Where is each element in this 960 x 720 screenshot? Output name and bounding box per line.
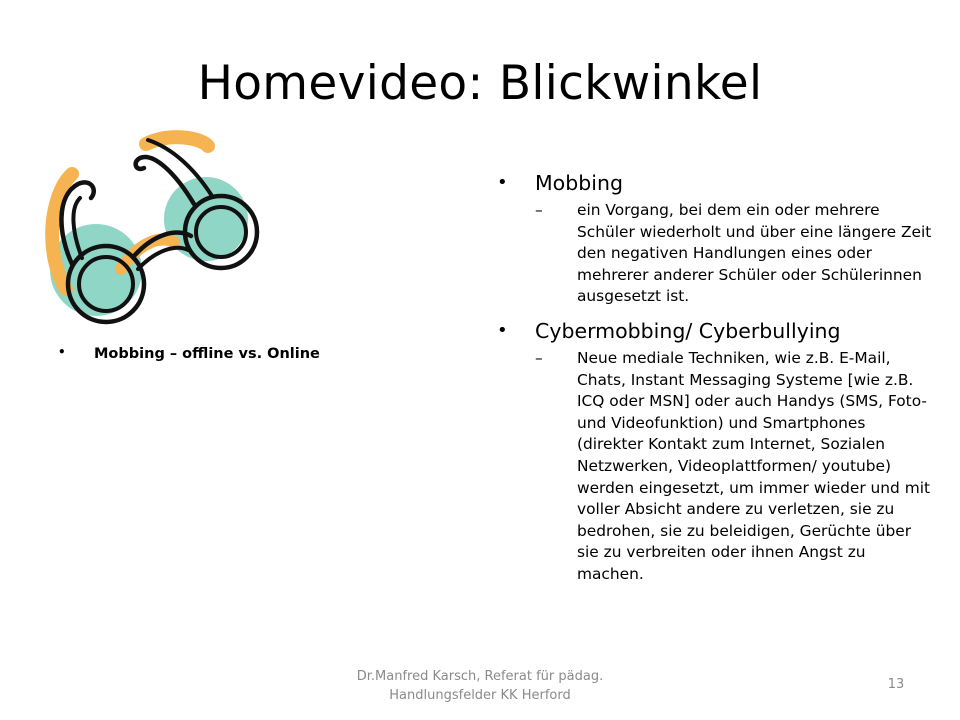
sub-bullet-dash: – (535, 348, 543, 367)
bullet-dot: • (497, 172, 508, 193)
sub-bullet-dash: – (535, 201, 543, 219)
bullet-mobbing (495, 168, 935, 198)
left-bullet-text: Mobbing – offline vs. Online (94, 346, 320, 362)
glasses-icon (36, 124, 266, 344)
sub-bullet-mobbing (535, 200, 935, 308)
footer-line1: Dr.Manfred Karsch, Referat für pädag. (356, 669, 604, 684)
sub-bullet-text: ein Vorgang, bei dem ein oder mehrere Schüler wiederholt und über eine längere Zeit den negativen Handlungen eines oder mehrerer anderer Schüler oder Schülerinnen ausgesetzt ist. (577, 201, 932, 306)
footer (330, 667, 630, 705)
footer-line2: Handlungsfelder KK Herford (389, 688, 571, 703)
bullet-heading: Cybermobbing/ Cyberbullying (535, 318, 841, 343)
content-list (495, 168, 935, 586)
bullet-dot: • (58, 345, 66, 359)
bullet-heading: Mobbing (535, 171, 623, 195)
bullet-cybermobbing (495, 316, 935, 346)
sub-bullet-text: Neue mediale Techniken, wie z.B. E-Mail, Chats, Instant Messaging Systeme [wie z.B. ICQ oder MSN] oder auch Handys (SMS, Foto- und Videofunktion) und Smartphones (direkter Kontakt zum Internet, Sozialen Netzwerken, Videoplattformen/ youtube) werden eingesetzt, um immer wieder und mit voller Absicht andere zu verletzen, sie zu bedrohen, sie zu beleidigen, Gerüchte über sie zu verbreiten oder ihnen Angst zu machen. (577, 348, 931, 583)
page-number: 13 (887, 677, 905, 692)
sub-bullet-cybermobbing (535, 348, 935, 586)
slide-title: Homevideo: Blickwinkel (197, 56, 763, 111)
bullet-dot: • (497, 319, 508, 341)
